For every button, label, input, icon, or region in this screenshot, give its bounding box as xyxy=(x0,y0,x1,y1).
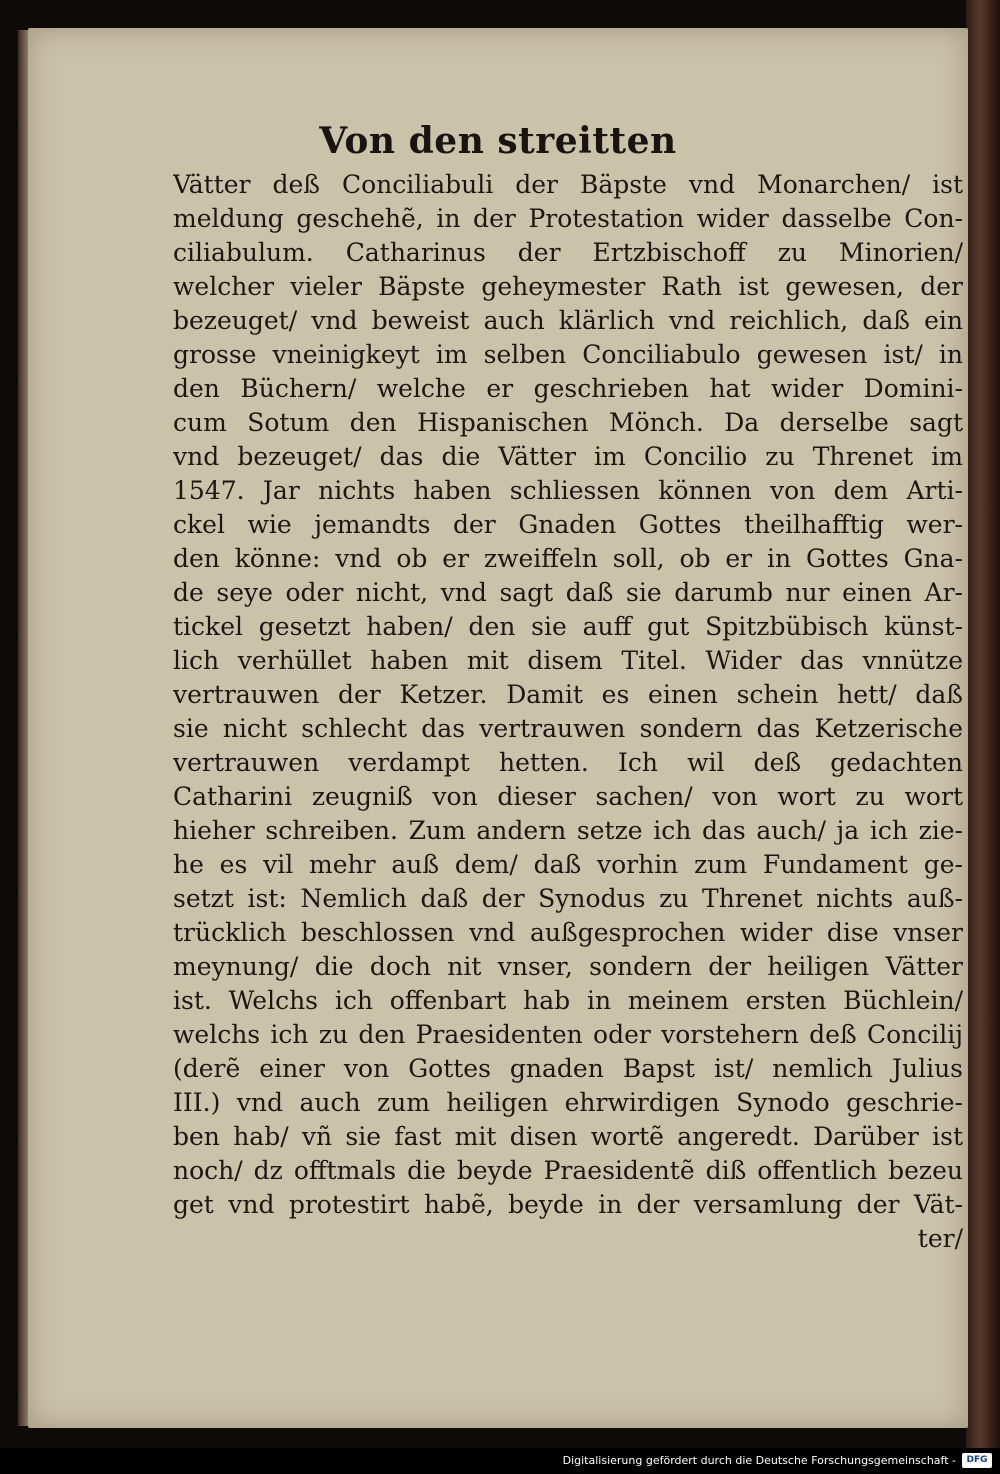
text-line: ter/ xyxy=(917,1224,963,1253)
text-line: setzt ist: Nemlich daß der Synodus zu Threnet nichts auß- xyxy=(173,884,963,913)
text-line: he es vil mehr auß dem/ daß vorhin zum Fundament ge- xyxy=(173,850,963,879)
text-line: trücklich beschlossen vnd außgesprochen wider dise vnser xyxy=(173,918,963,947)
body-text xyxy=(173,168,963,1256)
text-line: de seye oder nicht, vnd sagt daß sie darumb nur einen Ar- xyxy=(173,578,963,607)
funding-credit: Digitalisierung gefördert durch die Deutsche Forschungsgemeinschaft - xyxy=(562,1454,956,1467)
text-line: ist. Welchs ich offenbart hab in meinem ersten Büchlein/ xyxy=(173,986,963,1015)
text-line: ckel wie jemandts der Gnaden Gottes theilhafftig wer- xyxy=(173,510,963,539)
text-line: vnd bezeuget/ das die Vätter im Concilio zu Threnet im xyxy=(173,442,963,471)
text-line: hieher schreiben. Zum andern setze ich das auch/ ja ich zie- xyxy=(173,816,963,845)
text-line: Catharini zeugniß von dieser sachen/ von wort zu wort xyxy=(173,782,963,811)
text-line: meynung/ die doch nit vnser, sondern der heiligen Vätter xyxy=(173,952,963,981)
text-line: ben hab/ vñ sie fast mit disen wortẽ angeredt. Darüber ist xyxy=(173,1122,963,1151)
text-line: grosse vneinigkeyt im selben Conciliabulo gewesen ist/ in xyxy=(173,340,963,369)
text-line: ciliabulum. Catharinus der Ertzbischoff zu Minorien/ xyxy=(173,238,963,267)
dfg-logo: DFG xyxy=(962,1453,992,1468)
text-line: vertrauwen verdampt hetten. Ich wil deß gedachten xyxy=(173,748,963,777)
text-line: (derẽ einer von Gottes gnaden Bapst ist/ nemlich Julius xyxy=(173,1054,963,1083)
text-line: cum Sotum den Hispanischen Mönch. Da derselbe sagt xyxy=(173,408,963,437)
footer-bar xyxy=(0,1448,1000,1474)
text-line: den Büchern/ welche er geschrieben hat wider Domini- xyxy=(173,374,963,403)
text-line: meldung geschehẽ, in der Protestation wider dasselbe Con- xyxy=(173,204,963,233)
text-line: den könne: vnd ob er zweiffeln soll, ob er in Gottes Gna- xyxy=(173,544,963,573)
text-line: sie nicht schlecht das vertrauwen sondern das Ketzerische xyxy=(173,714,963,743)
text-line: vertrauwen der Ketzer. Damit es einen schein hett/ daß xyxy=(173,680,963,709)
text-line: get vnd protestirt habẽ, beyde in der versamlung der Vät- xyxy=(173,1190,963,1219)
book-page xyxy=(28,28,968,1428)
text-line: bezeuget/ vnd beweist auch klärlich vnd reichlich, daß ein xyxy=(173,306,963,335)
text-line: noch/ dz offtmals die beyde Praesidentẽ diß offentlich bezeu xyxy=(173,1156,963,1185)
text-line: welcher vieler Bäpste geheymester Rath ist gewesen, der xyxy=(173,272,963,301)
text-line: Vätter deß Conciliabuli der Bäpste vnd Monarchen/ ist xyxy=(173,170,963,199)
text-line: tickel gesetzt haben/ den sie auff gut Spitzbübisch künst- xyxy=(173,612,963,641)
text-line: lich verhüllet haben mit disem Titel. Wider das vnnütze xyxy=(173,646,963,675)
text-line: III.) vnd auch zum heiligen ehrwirdigen Synodo geschrie- xyxy=(173,1088,963,1117)
running-title: Von den streitten xyxy=(319,120,677,162)
book-binding xyxy=(966,0,1000,1448)
text-line: welchs ich zu den Praesidenten oder vorstehern deß Concilij xyxy=(173,1020,963,1049)
text-line: 1547. Jar nichts haben schliessen können von dem Arti- xyxy=(173,476,963,505)
